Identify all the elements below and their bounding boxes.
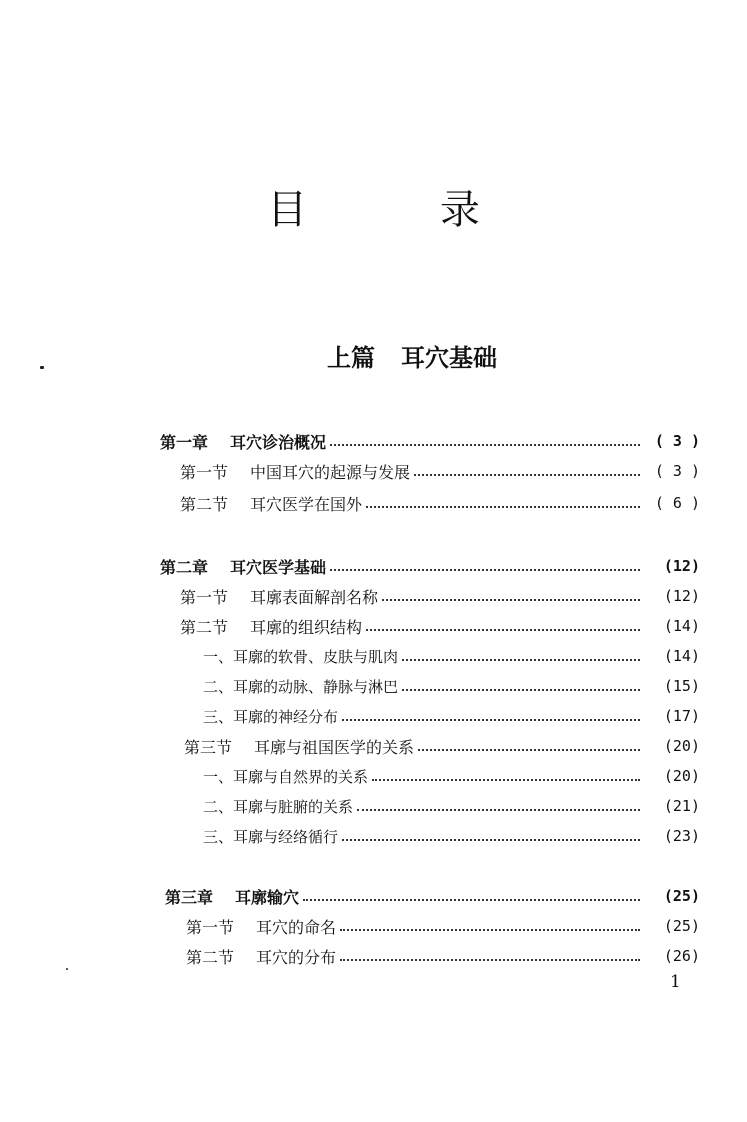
toc-entry-title: 耳廓的软骨、皮肤与肌肉 <box>233 647 399 666</box>
dot-leader <box>382 595 640 601</box>
part-title: 耳穴基础 <box>401 344 497 372</box>
dot-leader <box>402 655 640 661</box>
toc-entry-section[interactable] <box>186 913 700 939</box>
toc-entry-title: 耳廓的神经分布 <box>233 707 339 726</box>
toc-entry-title: 耳穴医学基础 <box>230 557 327 577</box>
dot-leader <box>342 835 640 841</box>
toc-entry-section[interactable] <box>180 583 700 609</box>
toc-entry-page: (25) <box>663 917 700 935</box>
dot-leader <box>303 895 640 901</box>
toc-entry-number: 三、 <box>203 827 234 846</box>
scan-speck <box>66 968 68 970</box>
toc-entry-number: 第一节 <box>180 462 229 482</box>
toc-entry-number: 第一节 <box>186 917 235 937</box>
dot-leader <box>372 775 640 781</box>
toc-entry-number: 一、 <box>203 647 234 666</box>
toc-entry-number: 二、 <box>203 677 234 696</box>
toc-entry-title: 耳穴医学在国外 <box>250 494 363 514</box>
dot-leader <box>366 502 640 508</box>
toc-entry-chapter-1[interactable] <box>160 428 700 454</box>
toc-entry-page: (14) <box>663 647 700 665</box>
toc-entry-number: 第一章 <box>160 432 209 452</box>
toc-entry-title: 耳廓与脏腑的关系 <box>233 797 354 816</box>
toc-entry-page: (20) <box>663 737 700 755</box>
toc-entry-title: 耳廓与祖国医学的关系 <box>254 737 415 757</box>
toc-entry-number: 第一节 <box>180 587 229 607</box>
toc-entry-page: (14) <box>663 617 700 635</box>
dot-leader <box>330 440 640 446</box>
toc-entry-number: 第三章 <box>165 887 214 907</box>
toc-entry-page: (26) <box>663 947 700 965</box>
toc-entry-title: 耳穴的命名 <box>256 917 337 937</box>
toc-entry-section[interactable] <box>184 733 700 759</box>
toc-entry-page: (12) <box>663 557 700 575</box>
toc-entry-page: (20) <box>663 767 700 785</box>
toc-entry-number: 第二节 <box>180 617 229 637</box>
toc-entry-number: 第二章 <box>160 557 209 577</box>
toc-entry-subsection[interactable] <box>203 763 700 789</box>
toc-entry-page: (21) <box>663 797 700 815</box>
toc-entry-subsection[interactable] <box>203 793 700 819</box>
toc-entry-page: ( 3 ) <box>654 462 700 480</box>
toc-entry-number: 三、 <box>203 707 234 726</box>
toc-entry-number: 第二节 <box>180 494 229 514</box>
toc-entry-title: 耳廓输穴 <box>235 887 300 907</box>
toc-entry-title: 耳穴诊治概况 <box>230 432 327 452</box>
toc-entry-chapter-3[interactable] <box>165 883 700 909</box>
dot-leader <box>330 565 640 571</box>
toc-entry-title: 耳廓表面解剖名称 <box>250 587 379 607</box>
toc-entry-title: 耳廓的动脉、静脉与淋巴 <box>233 677 399 696</box>
part-heading <box>327 338 497 373</box>
toc-entry-subsection[interactable] <box>203 703 700 729</box>
toc-entry-number: 第三节 <box>184 737 233 757</box>
page-number: 1 <box>670 972 681 992</box>
dot-leader <box>342 715 640 721</box>
dot-leader <box>366 625 640 631</box>
toc-entry-title: 耳廓的组织结构 <box>250 617 363 637</box>
dot-leader <box>340 955 640 961</box>
dot-leader <box>357 805 640 811</box>
toc-entry-page: (25) <box>663 887 700 905</box>
dot-leader <box>414 470 640 476</box>
toc-entry-section[interactable] <box>180 458 700 484</box>
page-title: 目 录 <box>267 187 540 233</box>
toc-entry-number: 一、 <box>203 767 234 786</box>
toc-entry-title: 耳穴的分布 <box>256 947 337 967</box>
dot-leader <box>418 745 640 751</box>
toc-entry-page: (15) <box>663 677 700 695</box>
toc-entry-subsection[interactable] <box>203 643 700 669</box>
toc-entry-section[interactable] <box>186 943 700 969</box>
toc-entry-subsection[interactable] <box>203 823 700 849</box>
toc-entry-page: (17) <box>663 707 700 725</box>
toc-entry-title: 中国耳穴的起源与发展 <box>250 462 411 482</box>
part-label: 上篇 <box>327 344 375 372</box>
toc-entry-number: 第二节 <box>186 947 235 967</box>
toc-entry-page: ( 3 ) <box>654 432 700 450</box>
toc-entry-chapter-2[interactable] <box>160 553 700 579</box>
dot-leader <box>340 925 640 931</box>
scan-speck <box>40 366 44 369</box>
toc-entry-title: 耳廓与自然界的关系 <box>233 767 369 786</box>
toc-entry-subsection[interactable] <box>203 673 700 699</box>
toc-entry-title: 耳廓与经络循行 <box>233 827 339 846</box>
toc-entry-page: (12) <box>663 587 700 605</box>
toc-entry-number: 二、 <box>203 797 234 816</box>
toc-entry-section[interactable] <box>180 490 700 516</box>
toc-entry-page: ( 6 ) <box>654 494 700 512</box>
toc-entry-page: (23) <box>663 827 700 845</box>
toc-entry-section[interactable] <box>180 613 700 639</box>
dot-leader <box>402 685 640 691</box>
